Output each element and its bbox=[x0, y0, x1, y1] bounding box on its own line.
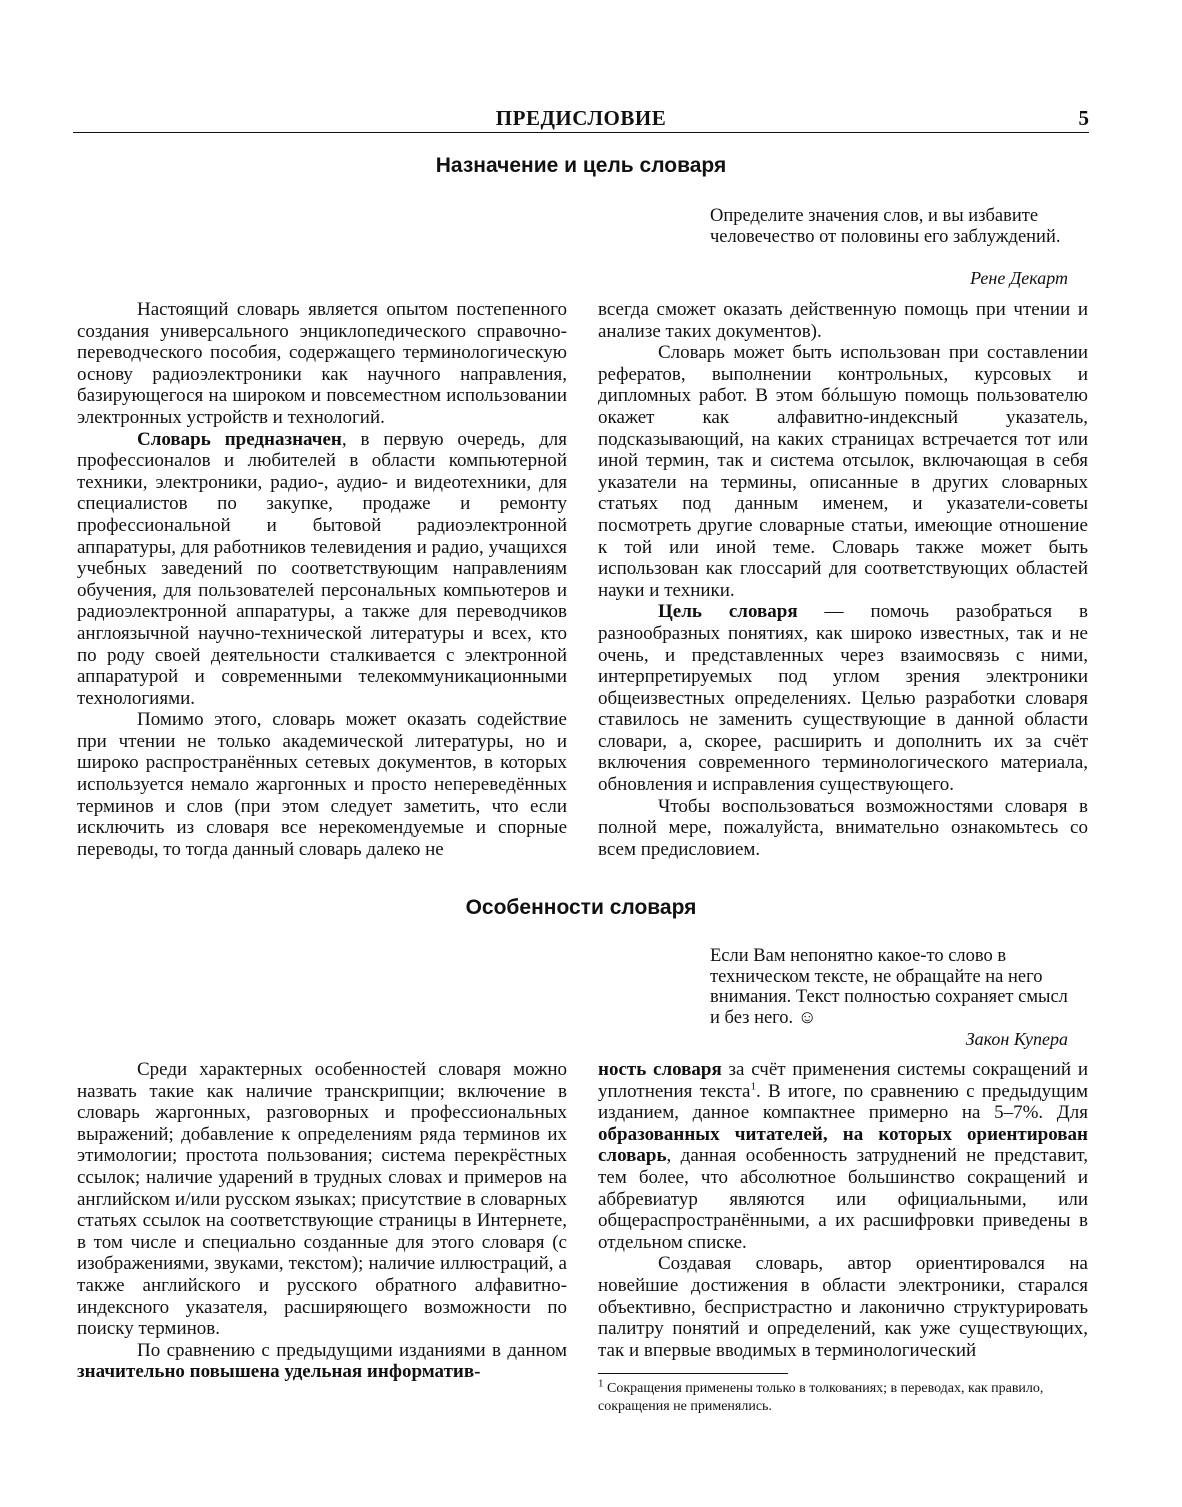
section2-left-column bbox=[77, 1059, 567, 1383]
epigraph-cooper: Если Вам непонятно какое-то слово в техническом тексте, не обращайте на него внимания. Текст полностью сохраняет смысл и без него. ☺ bbox=[710, 946, 1068, 1028]
paragraph-text: за счёт применения системы сокращений и уплотнения текста bbox=[598, 1059, 1088, 1102]
paragraph bbox=[598, 1059, 1088, 1253]
paragraph-text: . В итоге, по сравнению с предыдущим изданием, данное компактнее примерно на 5–7%. Для bbox=[598, 1080, 1088, 1124]
running-title: ПРЕДИСЛОВИЕ bbox=[495, 106, 667, 130]
paragraph-text: , в первую очередь, для профессионалов и любителей в области компьютерной техники, электроники, радио-, аудио- и видеотехники, для специалистов по закупке, продаже и ремонту профессиональной и бытовой радиоэлектронной аппаратуры, для работников телевидения и радио, учащихся учебных заведений по соответствующим направлениям обучения, для пользователей персональных компьютеров и радиоэлектронной аппаратуры, а также для переводчиков англоязычной научно-технической литературы и всех, кто по роду своей деятельности сталкивается с электронной аппаратурой и современными телекоммуникационными технологиями. bbox=[77, 428, 567, 709]
bold-phrase: Цель словаря bbox=[658, 601, 798, 623]
section-title-features: Особенности словаря bbox=[465, 896, 697, 919]
footnote bbox=[598, 1377, 1088, 1416]
paragraph: всегда сможет оказать действенную помощь при чтении и анализе таких документов). bbox=[598, 299, 1088, 342]
page-number: 5 bbox=[1078, 106, 1089, 130]
paragraph bbox=[598, 601, 1088, 795]
section1-left-column bbox=[77, 299, 567, 860]
section-title-purpose: Назначение и цель словаря bbox=[435, 154, 727, 177]
bold-phrase: ность словаря bbox=[598, 1059, 722, 1080]
footnote-marker[interactable]: 1 bbox=[750, 1080, 756, 1093]
epigraph-author-descartes: Рене Декарт bbox=[970, 268, 1068, 288]
paragraph: Чтобы воспользоваться возможностями словаря в полной мере, пожалуйста, внимательно ознакомьтесь со всем предисловием. bbox=[598, 795, 1088, 860]
footnote-number: 1 bbox=[598, 1377, 604, 1390]
epigraph-author-cooper: Закон Купера bbox=[965, 1029, 1068, 1049]
running-header bbox=[73, 106, 1089, 133]
section2-right-column bbox=[598, 1059, 1088, 1361]
paragraph bbox=[77, 429, 567, 710]
paragraph: Среди характерных особенностей словаря можно назвать такие как наличие транскрипции; включение в словарь жаргонных, разговорных и профессиональных выражений; добавление к определениям ряда терминов их этимологии; простота пользования; система перекрёстных ссылок; наличие ударений в трудных словах и примеров на английском и/или русском языках; присутствие в словарных статьях ссылок на соответствующие страницы в Интернете, в том числе и специально созданные для этого словаря (с изображениями, звуками, текстом); наличие иллюстраций, а также английского и русского обратного алфавитно-индексного указателя, расширяющего возможности по поиску терминов. bbox=[77, 1059, 567, 1340]
footnote-divider bbox=[598, 1373, 788, 1374]
paragraph-text: По сравнению с предыдущими изданиями в данном bbox=[137, 1339, 567, 1361]
paragraph-text: , данная особенность затруднений не представит, тем более, что абсолютное большинство сокращений и аббревиатур являются или официальными, или общераспространёнными, а их расшифровки приведены в отдельном списке. bbox=[598, 1145, 1088, 1253]
paragraph-text: — помочь разобраться в разнообразных понятиях, как широко известных, так и не очень, и представленных через взаимосвязь с ними, интерпретируемых под углом зрения электроники общеизвестных определениях. Целью разработки словаря ставилось не заменить существующие в данной области словари, а, скорее, расширить и дополнить их за счёт включения современного терминологического материала, обновления и исправления существующего. bbox=[598, 601, 1088, 796]
footnote-text: Сокращения применены только в толкованиях; в переводах, как правило, сокращения не применялись. bbox=[598, 1381, 1044, 1414]
bold-phrase: Словарь предназначен bbox=[137, 428, 342, 450]
epigraph-descartes: Определите значения слов, и вы избавите человечество от половины его заблуждений. bbox=[710, 206, 1061, 247]
paragraph: Создавая словарь, автор ориентировался на новейшие достижения в области электроники, старался объективно, беспристрастно и лаконично структурировать палитру понятий и определений, как уже существующих, так и впервые вводимых в терминологический bbox=[598, 1253, 1088, 1361]
bold-phrase: образованных читателей, на которых ориентирован словарь bbox=[598, 1123, 1088, 1167]
paragraph: Словарь может быть использован при составлении рефератов, выполнении контрольных, курсовых и дипломных работ. В этом бóльшую помощь пользователю окажет как алфавитно-индексный указатель, подсказывающий, на каких страницах встречается тот или иной термин, так и система отсылок, включающая в себя указатели на термины, описанные в других словарных статьях под данным именем, и указатели-советы посмотреть другие словарные статьи, имеющие отношение к той или иной теме. Словарь также может быть использован как глоссарий для соответствующих областей науки и техники. bbox=[598, 342, 1088, 601]
paragraph bbox=[77, 1340, 567, 1383]
section1-right-column bbox=[598, 299, 1088, 860]
paragraph: Помимо этого, словарь может оказать содействие при чтении не только академической литературы, но и широко распространённых сетевых документов, в которых используется немало жаргонных и просто непереведённых терминов и слов (при этом следует заметить, что если исключить из словаря все нерекомендуемые и спорные переводы, то тогда данный словарь далеко не bbox=[77, 709, 567, 860]
paragraph: Настоящий словарь является опытом постепенного создания универсального энциклопедического справочно-переводческого пособия, содержащего терминологическую основу радиоэлектроники как научного направления, базирующегося на широком и повсеместном использовании электронных устройств и технологий. bbox=[77, 299, 567, 428]
bold-phrase: значительно повышена удельная информатив- bbox=[77, 1361, 481, 1383]
